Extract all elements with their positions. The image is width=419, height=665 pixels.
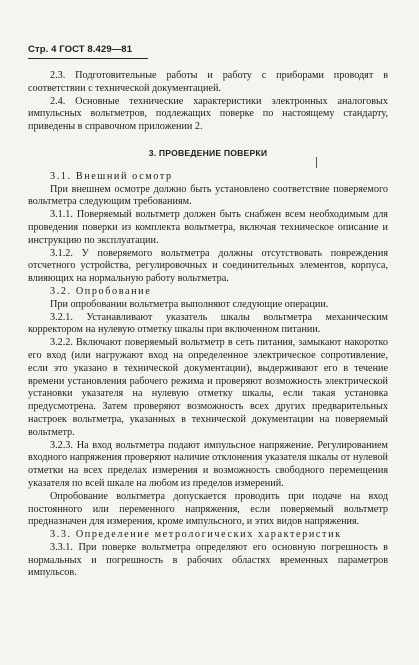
header-rule <box>28 58 148 59</box>
paragraph-3-3-1: 3.3.1. При поверке вольтметра определяют его основную погрешность в нормальных и погрешность в рабочих областях временных параметров импульсов. <box>28 541 388 579</box>
paragraph-3-2-2: 3.2.2. Включают поверяемый вольтметр в сеть питания, замыкают накоротко его вход (или нагружают вход на определенное электрическое сопротивление, если это указано в технической документации), выдерживают его в течение времени установления рабочего режима и проверяют возможность электрической установки указателя на нулевую отметку шкалы, если такая установка предусмотрена. Затем проверяют возможность всех других предварительных настроек вольтметра, указанных в технической документации на поверяемый вольтметр. <box>28 337 388 438</box>
document-body <box>28 70 388 580</box>
paragraph-3-2-1: 3.2.1. Устанавливают указатель шкалы вольтметра механическим корректором на нулевую отметку шкалы при включенном питании. <box>28 311 388 336</box>
subsection-3-2-title: 3.2. Опробование <box>50 285 152 297</box>
subsection-3-3-title: 3.3. Определение метрологических характеристик <box>50 529 342 541</box>
paragraph-2-3: 2.3. Подготовительные работы и работу с приборами проводят в соответствии с технической документацией. <box>28 70 388 94</box>
paragraph-3-2-4: Опробование вольтметра допускается проводить при подаче на вход постоянного или переменного напряжения, если поверяемый вольтметр предназначен для измерения, кроме импульсного, и этих видов напряжения. <box>28 490 388 528</box>
paragraph-3-2: При опробовании вольтметра выполняют следующие операции. <box>50 298 329 310</box>
subsection-3-1-title: 3.1. Внешний осмотр <box>50 170 173 182</box>
running-header <box>28 44 132 55</box>
page-header-label: Стр. 4 ГОСТ 8.429—81 <box>28 44 133 55</box>
paragraph-3-2-3: 3.2.3. На вход вольтметра подают импульсное напряжение. Регулированием входного напряжения проверяют наличие отклонения указателя шкалы от нулевой отметки на всех пределах измерения и возможность свободного перемещения указателя по всей шкале на любом из пределов измерений. <box>28 439 388 489</box>
section-3-title: 3. ПРОВЕДЕНИЕ ПОВЕРКИ <box>148 147 268 158</box>
paragraph-3-1-2: 3.1.2. У поверяемого вольтметра должны отсутствовать повреждения отсчетного устройства, регулировочных и соединительных элементов, корпуса, влияющих на нормальную работу вольтметра. <box>28 247 388 285</box>
paragraph-3-1: При внешнем осмотре должно быть установлено соответствие поверяемого вольтметра следующим требованиям. <box>28 183 388 208</box>
paragraph-2-4: 2.4. Основные технические характеристики электронных аналоговых импульсных вольтметров, подлежащих поверке по настоящему стандарту, приведены в справочном приложении 2. <box>28 95 388 133</box>
paragraph-3-1-1: 3.1.1. Поверяемый вольтметр должен быть снабжен всем необходимым для проведения поверки из комплекта вольтметра, включая техническое описание и инструкцию по эксплуатации. <box>28 209 388 246</box>
